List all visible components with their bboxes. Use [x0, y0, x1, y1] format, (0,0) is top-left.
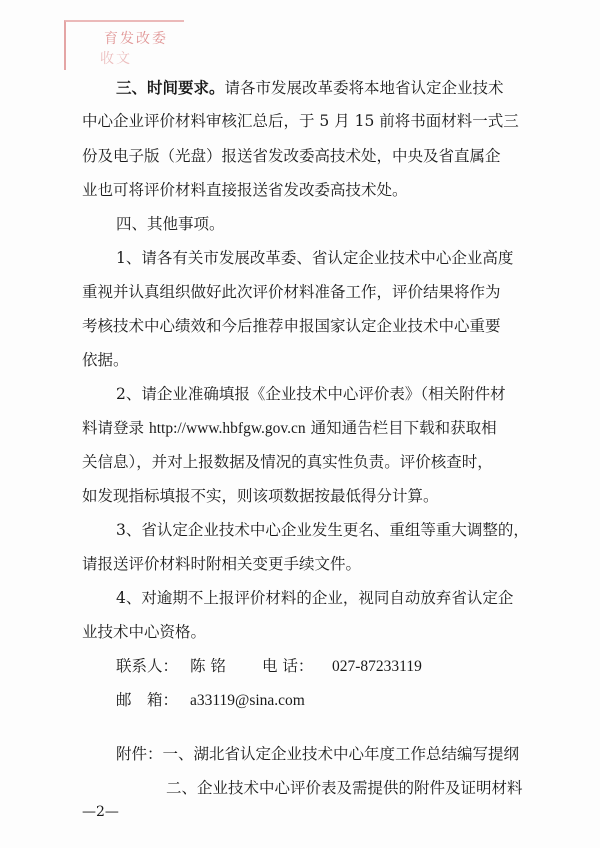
item1-line4: 依据。 [82, 351, 129, 369]
contact-person: 陈 铭 [190, 657, 226, 675]
attachment-1: 一、湖北省认定企业技术中心年度工作总结编写提纲 [162, 745, 520, 763]
item1-line2: 重视并认真组织做好此次评价材料准备工作，评价结果将作为 [82, 283, 501, 301]
stamp-watermark: 收文 [100, 51, 132, 67]
item4-line2: 业技术中心资格。 [82, 623, 207, 641]
section3-line4: 业也可将评价材料直接报送省发改委高技术处。 [82, 181, 408, 199]
item2-line3: 关信息），并对上报数据及情况的真实性负责。评价核查时， [82, 453, 493, 471]
attachment-2: 二、企业技术中心评价表及需提供的附件及证明材料 [166, 779, 523, 797]
item2-line1: 2、请企业准确填报《企业技术中心评价表》（相关附件材 [116, 385, 506, 403]
item2-line2 [82, 421, 497, 437]
section3-line3: 份及电子版（光盘）报送省发改委高技术处，中央及省直属企 [82, 147, 501, 165]
item2-line2-pre: 料请登录 [82, 419, 145, 437]
item2-line4: 如发现指标填报不实，则该项数据按最低得分计算。 [82, 487, 439, 505]
section3-heading: 三、时间要求。 [116, 78, 225, 97]
item2-line2-post: 通知通告栏目下载和获取相 [310, 419, 497, 437]
section3-text-1: 请各市发展改革委将本地省认定企业技术 [224, 79, 504, 97]
section3-line1 [116, 80, 504, 97]
stamp-text: 育发改委 [104, 31, 168, 47]
attachments-label: 附件： [116, 745, 163, 763]
attachments-line1 [116, 747, 519, 763]
item1-line3: 考核技术中心绩效和今后推荐申报国家认定企业技术中心重要 [82, 317, 501, 335]
section4-heading: 四、其他事项。 [116, 215, 225, 233]
item3-line2: 请报送评价材料时附相关变更手续文件。 [82, 555, 362, 573]
section3-line2: 中心企业评价材料审核汇总后，于 5 月 15 前将书面材料一式三 [82, 112, 519, 130]
contact-email[interactable]: a33119@sina.com [190, 692, 305, 709]
website-link[interactable]: http://www.hbfgw.gov.cn [148, 420, 306, 437]
item1-line1: 1、请各有关市发展改革委、省认定企业技术中心企业高度 [116, 249, 514, 267]
contact-phone-label: 电 话： [262, 657, 314, 675]
red-stamp [64, 20, 184, 70]
item3-line1: 3、省认定企业技术中心企业发生更名、重组等重大调整的， [116, 521, 529, 539]
contact-phone: 027-87233119 [332, 658, 422, 675]
page-number: —2— [82, 804, 119, 820]
contact-person-label: 联系人： [116, 657, 179, 675]
item4-line1: 4、对逾期不上报评价材料的企业，视同自动放弃省认定企 [116, 589, 514, 607]
contact-email-label: 邮 箱： [116, 691, 179, 709]
